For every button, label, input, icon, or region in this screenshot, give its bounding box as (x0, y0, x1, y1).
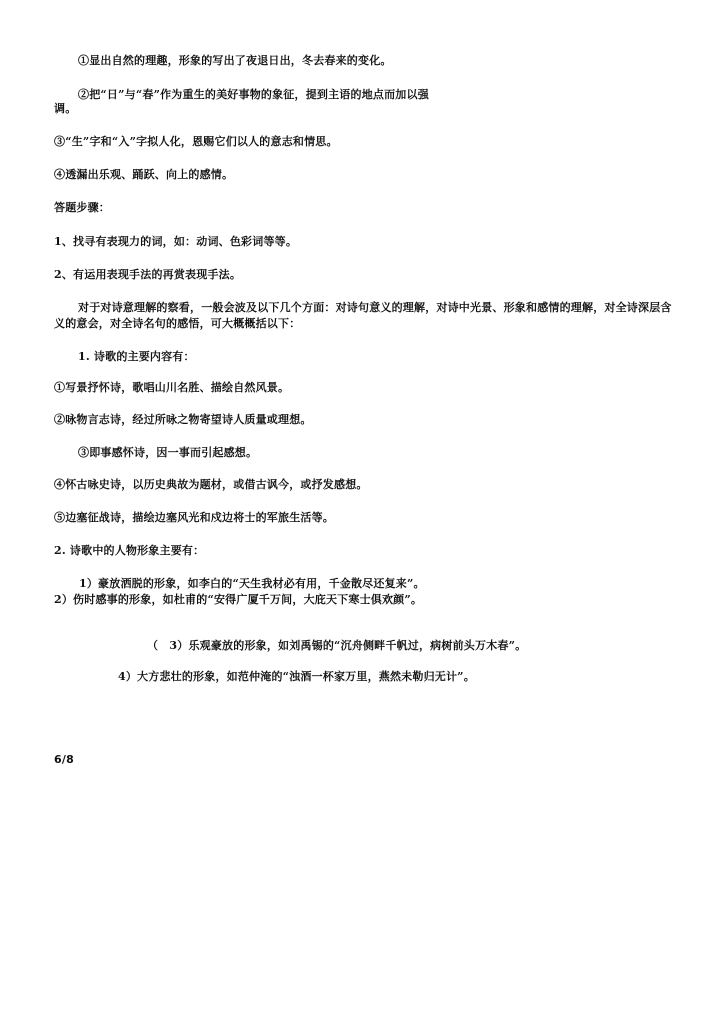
paragraph-line-5: ④透漏出乐观、踊跃、向上的感情。 (54, 168, 234, 181)
intro-paragraph: 对于对诗意理解的察看，一般会波及以下几个方面：对诗句意义的理解，对诗中光景、形象和感情的理解，对全诗深层含义的意会，对全诗名句的感悟，可大概概括以下： (54, 301, 672, 330)
content-item-3: ③即事感怀诗，因一事而引起感想。 (78, 446, 258, 459)
content-item-2: ②咏物言志诗，经过所咏之物寄望诗人质量或理想。 (54, 413, 312, 426)
section-heading-content: 1. 诗歌的主要内容有： (78, 350, 195, 363)
content-item-5: ⑤边塞征战诗，描绘边塞风光和戍边将士的军旅生活等。 (54, 511, 334, 524)
figure-item-3: （ 3）乐观豪放的形象，如刘禹锡的“沉舟侧畔千帆过，病树前头万木春”。 (147, 639, 527, 652)
content-item-4: ④怀古咏史诗，以历史典故为题材，或借古讽今，或抒发感想。 (54, 478, 368, 491)
figure-item-4: 4）大方悲壮的形象，如范仲淹的“浊酒一杯家万里，燕然未勒归无计”。 (118, 670, 475, 683)
paragraph-line-1: ①显出自然的理趣，形象的写出了夜退日出，冬去春来的变化。 (78, 54, 392, 67)
paragraph-line-2: ②把“日”与“春”作为重生的美好事物的象征，提到主语的地点而加以强 (78, 88, 429, 101)
step-1: 1、找寻有表现力的词，如：动词、色彩词等等。 (54, 235, 298, 248)
page-number: 6/8 (54, 753, 74, 766)
content-item-1: ①写景抒怀诗，歌唱山川名胜、描绘自然风景。 (54, 381, 290, 394)
section-heading-figures: 2. 诗歌中的人物形象主要有： (54, 544, 205, 557)
step-2: 2、有运用表现手法的再赏表现手法。 (54, 268, 242, 281)
figure-item-1: 1）豪放洒脱的形象，如李白的“天生我材必有用，千金散尽还复来”。 (79, 577, 425, 590)
paragraph-line-4: ③“生”字和“入”字拟人化，恩赐它们以人的意志和情思。 (54, 135, 338, 148)
section-heading-steps: 答题步骤： (54, 201, 110, 214)
figure-item-2: 2）伤时感事的形象，如杜甫的“安得广厦千万间，大庇天下寒士俱欢颜”。 (54, 593, 423, 606)
paragraph-line-3: 调。 (54, 102, 77, 115)
